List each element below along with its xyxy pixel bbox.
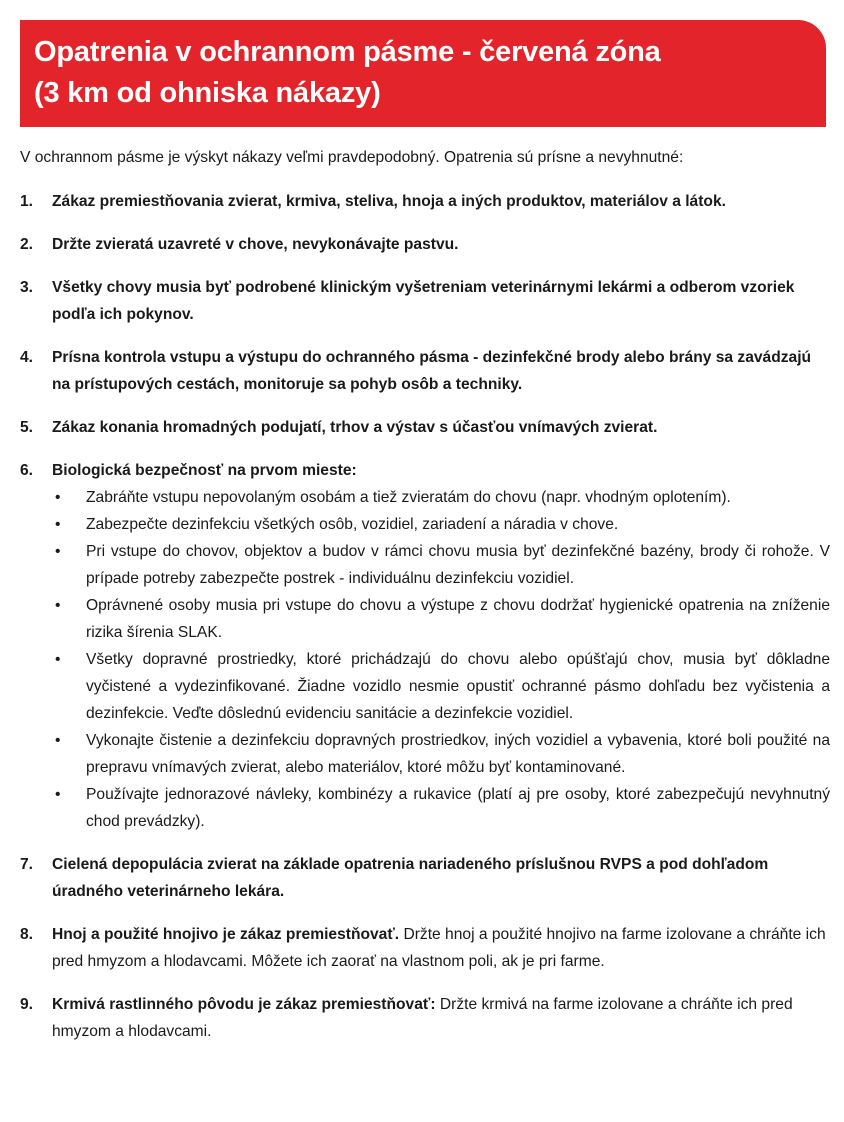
bullet-item (52, 511, 830, 538)
list-item (20, 414, 830, 441)
title-banner (20, 20, 826, 127)
bullet-icon: • (55, 597, 61, 614)
item-number: 3. (20, 279, 34, 296)
bullet-text: Zabráňte vstupu nepovolaným osobám a tiež zvieratám do chovu (napr. vhodným oplotením). (86, 489, 731, 506)
item-text: Všetky chovy musia byť podrobené klinickým vyšetreniam veterinárnymi lekármi a odberom vzoriek podľa ich pokynov. (52, 279, 795, 323)
bullet-item (52, 592, 830, 646)
bullet-text: Vykonajte čistenie a dezinfekciu dopravných prostriedkov, iných vozidiel a vybavenia, ktoré boli použité na prepravu vnímavých zvierat, alebo materiálov, ktoré môžu byť kontaminované. (86, 732, 830, 776)
item-number: 8. (20, 926, 34, 943)
bullet-icon: • (55, 543, 61, 560)
list-item (20, 231, 830, 258)
page-title (34, 32, 812, 114)
bullet-icon: • (55, 732, 61, 749)
page-title-line1: Opatrenia v ochrannom pásme - červená zóna (34, 36, 661, 68)
bullet-icon: • (55, 786, 61, 803)
item-bold-text: Hnoj a použité hnojivo je zákaz premiestňovať. (52, 926, 400, 943)
list-item (20, 921, 830, 975)
bullet-item (52, 484, 830, 511)
measures-list (20, 188, 830, 1045)
bullet-icon: • (55, 489, 61, 506)
biosecurity-bullets (52, 484, 830, 835)
item-text: Biologická bezpečnosť na prvom mieste: (52, 462, 357, 479)
list-item (20, 274, 830, 328)
bullet-text: Všetky dopravné prostriedky, ktoré prichádzajú do chovu alebo opúšťajú chov, musia byť dôkladne vyčistené a vydezinfikované. Žiadne vozidlo nesmie opustiť ochranné pásmo dohľadu bez vyčistenia a dezinfekcie. Veďte dôslednú evidenciu sanitácie a dezinfekcie vozidiel. (86, 651, 830, 722)
bullet-item (52, 538, 830, 592)
list-item (20, 188, 830, 215)
item-rest-text: Držte krmivá na farme izolovane a chráňte ich pred hmyzom a hlodavcami. (52, 996, 793, 1040)
item-text: Cielená depopulácia zvierat na základe opatrenia nariadeného príslušnou RVPS a pod dohľadom úradného veterinárneho lekára. (52, 856, 769, 900)
bullet-item (52, 781, 830, 835)
bullet-icon: • (55, 516, 61, 533)
item-text: Zákaz premiestňovania zvierat, krmiva, steliva, hnoja a iných produktov, materiálov a látok. (52, 193, 726, 210)
bullet-text: Pri vstupe do chovov, objektov a budov v rámci chovu musia byť dezinfekčné bazény, brody či rohože. V prípade potreby zabezpečte postrek - individuálnu dezinfekciu vozidiel. (86, 543, 830, 587)
item-number: 9. (20, 996, 34, 1013)
bullet-item (52, 646, 830, 727)
item-number: 7. (20, 856, 34, 873)
page-title-line2: (3 km od ohniska nákazy) (34, 77, 381, 109)
list-item (20, 344, 830, 398)
item-rest-text: Držte hnoj a použité hnojivo na farme izolovane a chráňte ich pred hmyzom a hlodavcami. Môžete ich zaorať na vlastnom poli, ak je pri farme. (52, 926, 826, 970)
item-text: Zákaz konania hromadných podujatí, trhov a výstav s účasťou vnímavých zvierat. (52, 419, 658, 436)
bullet-text: Používajte jednorazové návleky, kombinézy a rukavice (platí aj pre osoby, ktoré zabezpečujú nevyhnutný chod prevádzky). (86, 786, 830, 830)
list-item (20, 991, 830, 1045)
bullet-item (52, 727, 830, 781)
item-number: 2. (20, 236, 34, 253)
list-item (20, 457, 830, 835)
bullet-text: Zabezpečte dezinfekciu všetkých osôb, vozidiel, zariadení a náradia v chove. (86, 516, 619, 533)
item-number: 5. (20, 419, 34, 436)
item-number: 1. (20, 193, 34, 210)
item-number: 4. (20, 349, 34, 366)
item-text: Prísna kontrola vstupu a výstupu do ochranného pásma - dezinfekčné brody alebo brány sa zavádzajú na prístupových cestách, monitoruje sa pohyb osôb a techniky. (52, 349, 812, 393)
item-number: 6. (20, 462, 34, 479)
item-bold-text: Krmivá rastlinného pôvodu je zákaz premiestňovať: (52, 996, 436, 1013)
item-text: Držte zvieratá uzavreté v chove, nevykonávajte pastvu. (52, 236, 459, 253)
intro-text: V ochrannom pásme je výskyt nákazy veľmi pravdepodobný. Opatrenia sú prísne a nevyhnutné: (20, 149, 684, 166)
bullet-icon: • (55, 651, 61, 668)
list-item (20, 851, 830, 905)
bullet-text: Oprávnené osoby musia pri vstupe do chovu a výstupe z chovu dodržať hygienické opatrenia na zníženie rizika šírenia SLAK. (86, 597, 830, 641)
